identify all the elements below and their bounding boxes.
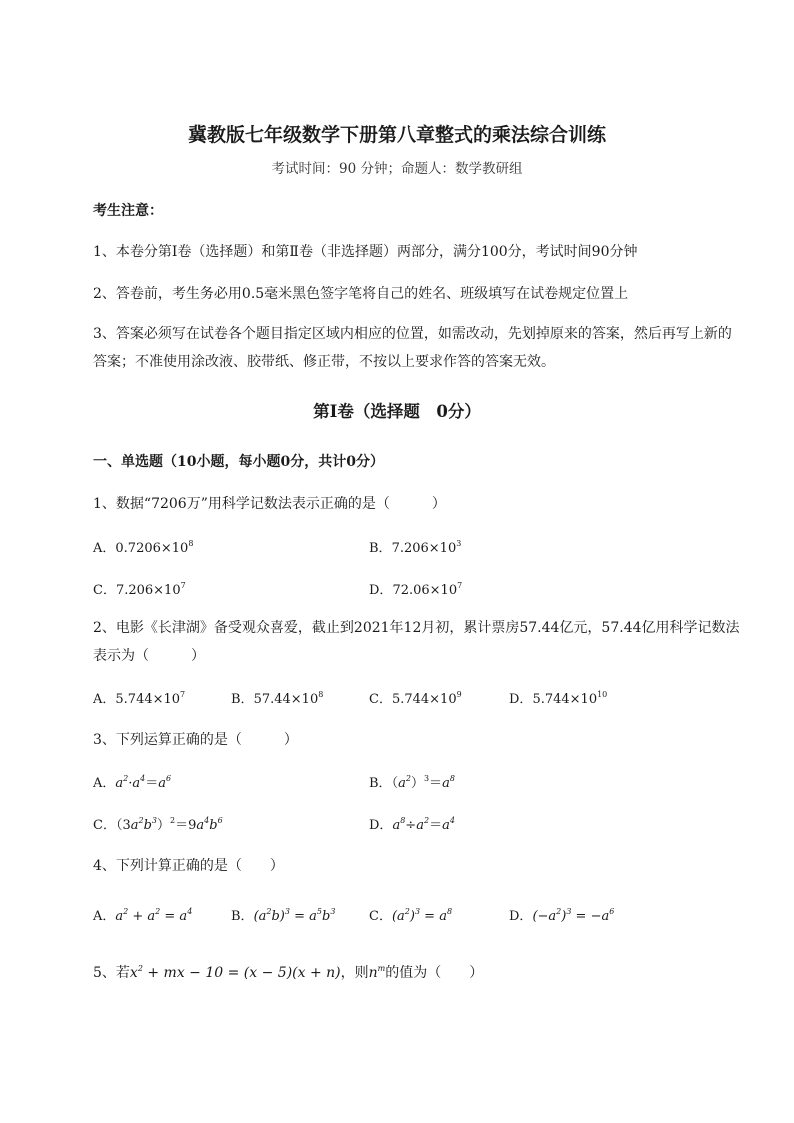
question-5-stem: 5、若$x^2$ + mx − 10 = (x − 5)(x + n)，则$n^m$的值为（ ）	[93, 964, 484, 981]
exam-title: 冀教版七年级数学下册第八章整式的乘法综合训练	[187, 124, 606, 146]
q4-option-d: D．$(-a^2)^3 = -a^6$	[509, 907, 615, 924]
q2-option-a: A．$5.744\times 10^7$	[93, 690, 186, 707]
question-2-stem: 2、电影《长津湖》备受观众喜爱，截止到2021年12月初，累计票房57.44亿元，57.44亿用科学记数法表示为（ ）	[93, 620, 740, 664]
notice-item-3: 3、答案必须写在试卷各个题目指定区域内相应的位置，如需改动，先划掉原来的答案，然后再写上新的答案；不准使用涂改液、胶带纸、修正带，不按以上要求作答的答案无效。	[93, 326, 732, 370]
q4-option-a: A．$a^2 + a^2 = a^4$	[93, 907, 193, 924]
q1-option-b: B．$7.206\times 10^3$	[369, 539, 462, 556]
question-1-stem: 1、数据“7206万”用科学记数法表示正确的是（ ）	[93, 496, 446, 512]
notice-item-2: 2、答卷前，考生务必用0.5毫米黑色签字笔将自己的姓名、班级填写在试卷规定位置上	[93, 286, 629, 302]
q3-option-d: D．$a^8\div a^2=a^4$	[369, 816, 455, 833]
q3-option-c: C．$(3a^2b^3)^2=9a^4b^6$	[93, 816, 223, 833]
q4-option-b: B．$(a^2b)^3 = a^5b^3$	[231, 907, 336, 924]
exam-subtitle: 考试时间：90 分钟；命题人：数学教研组	[271, 161, 523, 177]
question-4-stem: 4、下列计算正确的是（ ）	[93, 858, 284, 874]
q1-option-a: A．$0.7206\times 10^8$	[93, 539, 194, 556]
q3-option-b: B．$(a^2)^3=a^8$	[369, 774, 455, 791]
q1-option-c: C．$7.206\times 10^7$	[93, 581, 186, 598]
q2-option-c: C．$5.744\times 10^9$	[369, 690, 462, 707]
q4-option-c: C．$(a^2)^3 = a^8$	[369, 907, 453, 924]
q3-option-a: A．$a^2\cdot a^4=a^6$	[93, 774, 172, 791]
q2-option-b: B．$57.44\times 10^8$	[231, 690, 324, 707]
part-heading: 一、单选题（10小题，每小题0分，共计0分）	[93, 454, 384, 470]
question-3-stem: 3、下列运算正确的是（ ）	[93, 732, 298, 748]
notice-item-1: 1、本卷分第Ⅰ卷（选择题）和第Ⅱ卷（非选择题）两部分，满分100分，考试时间90分钟	[93, 244, 638, 260]
section-title: 第Ⅰ卷（选择题 0分）	[313, 402, 481, 421]
notice-heading: 考生注意：	[93, 203, 163, 219]
q1-option-d: D．$72.06\times 10^7$	[369, 581, 463, 598]
q2-option-d: D．$5.744\times 10^{10}$	[509, 690, 608, 707]
